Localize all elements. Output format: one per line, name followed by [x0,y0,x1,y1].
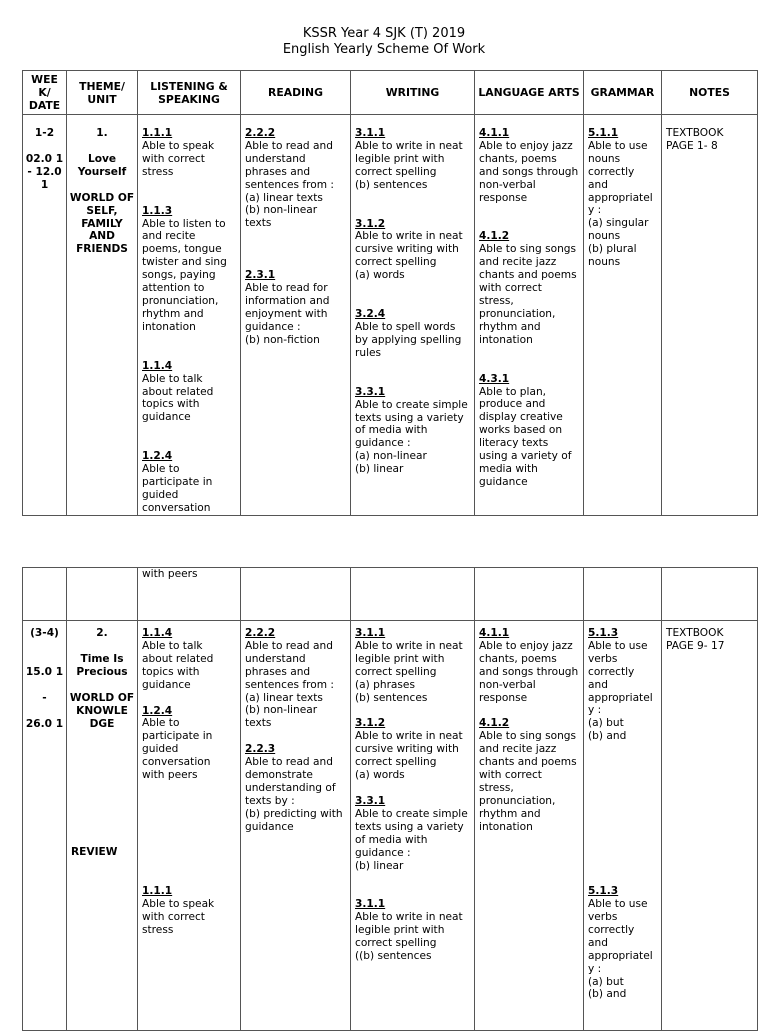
standard-code: 4.1.2 [479,230,510,243]
sub-item: (a) linear texts [245,691,323,704]
unit2-grammar-cell [584,621,662,1031]
standard-text: Able to create simple texts using a variety of media with guidance : [355,807,468,859]
unit1-language-arts-cell [475,115,584,516]
unit2-title: Time Is Precious [76,652,128,678]
standard-code: 1.2.4 [142,450,173,463]
continuation-text: with peers [142,568,198,580]
standard-text: Able to speak with correct stress [142,139,215,178]
unit2-notes-cell [662,621,758,1031]
standard-text: Able to enjoy jazz chants, poems and songs through non-verbal response [479,139,579,204]
standard-code: 3.1.1 [355,627,386,639]
unit1-number: 1. [96,127,108,139]
sub-item: (a) phrases [355,678,415,691]
standard-text: Able to participate in guided conversation [142,463,213,514]
document-subtitle: English Yearly Scheme Of Work [282,42,486,57]
standard-text: Able to write in neat cursive writing with correct spelling [355,230,463,269]
standard-text: Able to sing songs and recite jazz chants and poems with correct stress, pronunciation, rhythm and intonation [479,730,577,833]
empty-cell [351,568,475,621]
standard-text: Able to sing songs and recite jazz chants and poems with correct stress, pronunciation, rhythm and intonation [479,243,577,346]
standard-text: Able to write in neat legible print with correct spelling [355,139,463,178]
standard-code: 1.1.4 [142,359,173,372]
standard-code: 3.1.2 [355,217,386,230]
unit1-week: 1-2 [34,127,55,139]
sub-item: (a) words [355,269,405,282]
standard-text: Able to create simple texts using a variety of media with guidance : [355,398,468,450]
standard-text: Able to enjoy jazz chants, poems and songs through non-verbal response [479,639,579,704]
unit2-notes: TEXTBOOK PAGE 9- 17 [666,627,725,652]
sub-item: (a) singular nouns [588,217,649,243]
standard-code: 3.3.1 [355,794,386,807]
standard-code: 2.3.1 [245,269,276,282]
sub-item: (a) but [588,717,624,730]
standard-text: Able to talk about related topics with guidance [142,639,214,691]
standard-code: 5.1.1 [588,127,619,139]
unit2-language-arts-cell [475,621,584,1031]
header-row [23,71,758,115]
standard-text: Able to read and understand phrases and sentences from : [245,139,334,191]
sub-item: (a) but [588,975,624,988]
sub-item: (a) linear texts [245,191,323,204]
standard-text: Able to listen to and recite poems, tongue twister and sing songs, paying attention to pronunciation, rhythm and intonation [142,217,227,333]
standard-text: Able to read and demonstrate understanding of texts by : [245,756,336,807]
header-language-arts: LANGUAGE ARTS [475,71,584,115]
unit2-listening-cell [138,621,241,1031]
standard-code: 4.1.1 [479,127,510,139]
standard-text: Able to plan, produce and display creative works based on literacy texts using a variety of media with guidance [479,385,572,488]
header-theme: THEME/ UNIT [67,71,138,115]
unit2-week-cell [23,621,67,1031]
sub-item: (b) sentences [355,691,428,704]
unit1-notes: TEXTBOOK PAGE 1- 8 [666,127,724,152]
empty-cell [475,568,584,621]
standard-code: 2.2.2 [245,627,276,639]
standard-text: Able to participate in guided conversation with peers [142,717,213,782]
unit1-notes-cell [662,115,758,516]
empty-cell [584,568,662,621]
scheme-table-page1 [22,70,758,516]
unit2-theme-cell [67,621,138,1031]
sub-item: ((b) sentences [355,950,432,963]
standard-code: 5.1.3 [588,885,619,898]
standard-code: 1.1.1 [142,884,173,897]
sub-item: (b) non-linear texts [245,704,318,730]
empty-cell [23,568,67,621]
unit2-date-dash: - [42,691,47,704]
document-title: KSSR Year 4 SJK (T) 2019 [302,26,466,41]
unit2-world: WORLD OF KNOWLE DGE [69,691,135,730]
empty-cell [67,568,138,621]
header-listening-speaking: LISTENING & SPEAKING [138,71,241,115]
unit1-date: 02.0 1 - 12.0 1 [25,152,64,191]
standard-text: Able to read for information and enjoyment with guidance : [245,282,330,333]
review-label: REVIEW [71,846,118,859]
unit1-title: Love Yourself [77,152,127,178]
sub-item: (a) words [355,769,405,782]
sub-item: (b) linear [355,463,404,476]
unit1-week-cell [23,115,67,516]
standard-code: 3.3.1 [355,385,386,398]
standard-text: Able to use verbs correctly and appropriatel y : [588,898,653,975]
standard-text: Able to write in neat legible print with correct spelling [355,639,463,678]
sub-item: (b) and [588,988,627,1001]
unit2-writing-cell [351,621,475,1031]
header-notes: NOTES [662,71,758,115]
standard-code: 5.1.3 [588,627,619,639]
standard-code: 3.1.1 [355,898,386,911]
sub-item: (b) predicting with guidance [245,807,343,833]
standard-code: 4.3.1 [479,372,510,385]
unit1-writing-cell [351,115,475,516]
standard-code: 3.1.1 [355,127,386,139]
sub-item: (b) non-fiction [245,333,320,346]
unit2-number: 2. [96,627,108,639]
empty-cell [662,568,758,621]
sub-item: (b) linear [355,859,404,872]
unit1-row [23,115,758,516]
unit1-theme-cell [67,115,138,516]
unit2-week: (3-4) [30,627,59,639]
header-week: WEE K/ DATE [23,71,67,115]
standard-code: 2.2.2 [245,127,276,139]
standard-code: 1.2.4 [142,704,173,717]
unit1-reading-cell [241,115,351,516]
standard-text: Able to spell words by applying spelling rules [355,320,462,359]
standard-code: 2.2.3 [245,743,276,756]
standard-code: 1.1.3 [142,204,173,217]
unit2-row [23,621,758,1031]
standard-text: Able to speak with correct stress [142,897,215,936]
continuation-row [23,568,758,621]
unit1-world: WORLD OF SELF, FAMILY AND FRIENDS [69,191,135,256]
sub-item: (b) and [588,730,627,743]
standard-code: 4.1.1 [479,627,510,639]
unit2-reading-cell [241,621,351,1031]
header-grammar: GRAMMAR [584,71,662,115]
standard-text: Able to read and understand phrases and sentences from : [245,639,334,691]
standard-text: Able to write in neat cursive writing with correct spelling [355,730,463,769]
empty-cell [241,568,351,621]
header-writing: WRITING [351,71,475,115]
unit2-date-end: 26.0 1 [25,717,64,730]
standard-text: Able to use verbs correctly and appropriatel y : [588,639,653,717]
standard-code: 1.1.4 [142,627,173,639]
standard-text: Able to write in neat legible print with correct spelling [355,911,463,950]
header-reading: READING [241,71,351,115]
standard-code: 1.1.1 [142,127,173,139]
standard-code: 3.2.4 [355,308,386,321]
scheme-table-page2 [22,567,758,1031]
standard-code: 3.1.2 [355,717,386,730]
unit1-listening-cell [138,115,241,516]
standard-text: Able to use nouns correctly and appropriatel y : [588,139,653,217]
unit1-grammar-cell [584,115,662,516]
unit2-date-start: 15.0 1 [25,665,64,678]
sub-item: (b) plural nouns [588,243,637,269]
sub-item: (b) sentences [355,178,428,191]
sub-item: (a) non-linear [355,450,427,463]
continuation-cell [138,568,241,621]
standard-text: Able to talk about related topics with guidance [142,372,214,424]
sub-item: (b) non-linear texts [245,204,318,230]
standard-code: 4.1.2 [479,717,510,730]
